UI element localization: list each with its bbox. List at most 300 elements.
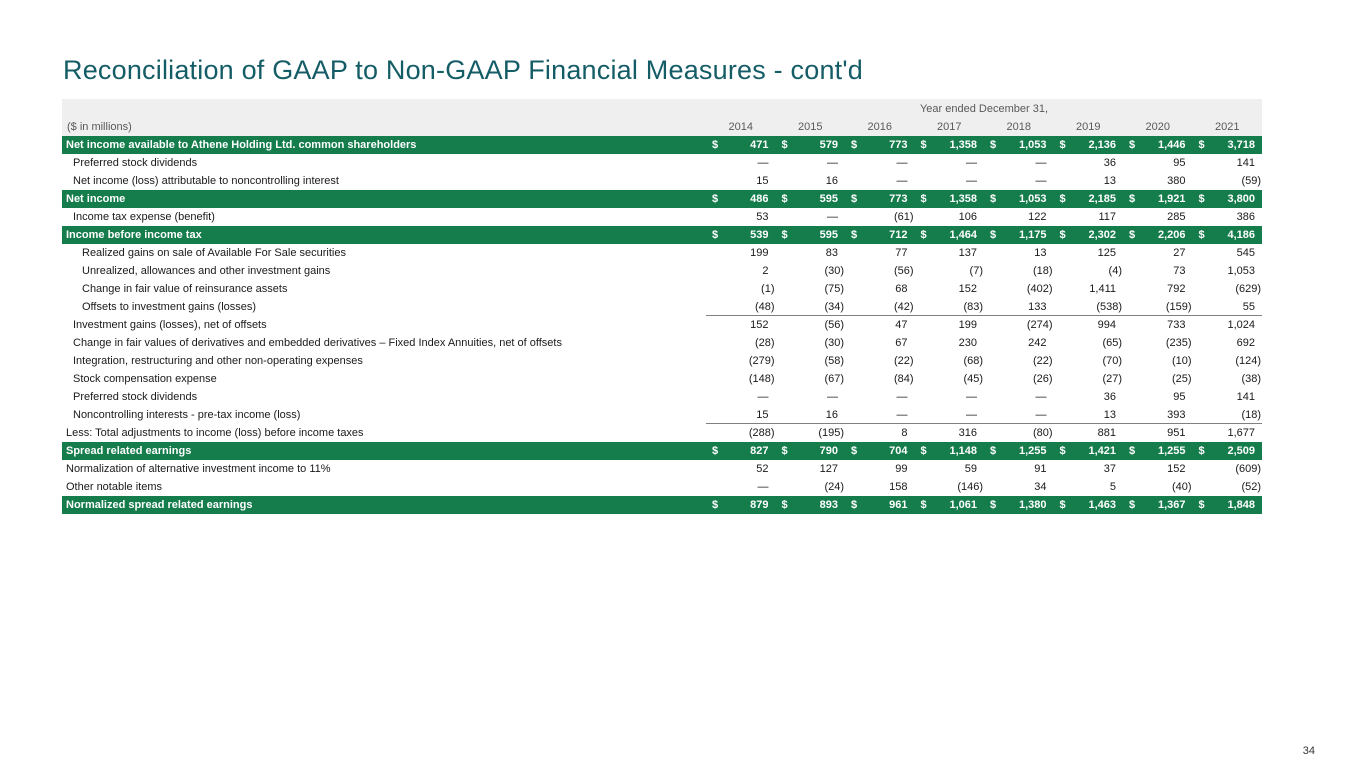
table-row <box>62 352 1262 370</box>
value-cell <box>1193 262 1263 280</box>
value-cell <box>984 190 1054 208</box>
dollar-sign: $ <box>990 193 997 205</box>
value-text: (67) <box>824 373 844 385</box>
year-header: 2018 <box>1006 120 1031 133</box>
value-cell <box>1123 208 1193 226</box>
dollar-sign: $ <box>781 445 788 457</box>
value-cell <box>845 334 915 352</box>
value-cell <box>706 172 776 190</box>
dollar-sign: $ <box>990 139 997 151</box>
table-row <box>62 262 1262 280</box>
value-cell <box>776 424 846 442</box>
value-text: (1) <box>761 283 775 295</box>
value-cell <box>984 136 1054 154</box>
value-text: 117 <box>1098 211 1116 223</box>
value-cell <box>706 478 776 496</box>
reconciliation-table <box>62 99 1262 514</box>
dollar-sign: $ <box>990 229 997 241</box>
value-cell <box>915 370 985 388</box>
value-text: 773 <box>889 139 908 151</box>
value-cell <box>1054 190 1124 208</box>
value-text: — <box>966 157 977 169</box>
value-text: 37 <box>1103 463 1116 475</box>
dollar-sign: $ <box>920 139 927 151</box>
value-text: — <box>1035 391 1047 403</box>
value-cell <box>776 172 846 190</box>
value-cell <box>1123 262 1193 280</box>
value-text: 152 <box>750 319 769 331</box>
value-text: (4) <box>1108 265 1122 277</box>
value-cell <box>984 424 1054 442</box>
row-label: Integration, restructuring and other non-operating expenses <box>73 355 363 367</box>
dollar-sign: $ <box>851 499 858 511</box>
value-cell <box>1123 370 1193 388</box>
value-cell <box>915 460 985 478</box>
value-cell <box>1123 154 1193 172</box>
value-text: (48) <box>754 300 775 313</box>
value-text: 2,206 <box>1157 229 1186 241</box>
row-label: Normalization of alternative investment income to 11% <box>66 463 331 475</box>
dollar-sign: $ <box>920 193 927 205</box>
value-cell <box>706 280 776 298</box>
page-number: 34 <box>1302 745 1315 757</box>
table-row <box>62 334 1262 352</box>
value-cell <box>1123 388 1193 406</box>
value-text: 55 <box>1242 300 1255 313</box>
value-cell <box>776 388 846 406</box>
value-text: 773 <box>889 193 908 205</box>
value-text: 1,358 <box>949 193 977 205</box>
value-cell <box>845 460 915 478</box>
value-cell <box>1193 172 1263 190</box>
years-header-row <box>62 117 1262 136</box>
value-text: 1,446 <box>1157 139 1186 151</box>
value-text: 1,053 <box>1018 193 1047 205</box>
value-text: 1,464 <box>949 229 977 241</box>
row-label: Net income (loss) attributable to noncontrolling interest <box>73 175 339 187</box>
value-text: (279) <box>748 355 775 367</box>
value-cell <box>1193 460 1263 478</box>
value-cell <box>845 280 915 298</box>
value-cell <box>1054 370 1124 388</box>
value-cell <box>776 154 846 172</box>
value-cell <box>845 298 915 315</box>
table-row <box>62 316 1262 334</box>
value-text: 486 <box>750 193 769 205</box>
value-text: (148) <box>748 373 775 385</box>
units-label: ($ in millions) <box>67 120 132 133</box>
value-text: (146) <box>957 481 983 493</box>
dollar-sign: $ <box>990 445 997 457</box>
value-cell <box>1123 406 1193 423</box>
value-cell <box>984 154 1054 172</box>
year-header: 2021 <box>1215 120 1240 133</box>
value-cell <box>915 424 985 442</box>
value-text: 95 <box>1173 157 1186 169</box>
value-text: (68) <box>963 355 983 367</box>
row-values <box>706 424 1262 442</box>
year-header: 2015 <box>798 120 823 133</box>
row-values <box>706 334 1262 352</box>
value-cell <box>845 226 915 244</box>
dollar-sign: $ <box>851 139 858 151</box>
value-cell <box>776 460 846 478</box>
value-cell <box>1123 298 1193 315</box>
year-header: 2016 <box>867 120 892 133</box>
value-cell <box>1193 478 1263 496</box>
dollar-sign: $ <box>712 193 719 205</box>
value-cell <box>845 406 915 423</box>
value-cell <box>915 190 985 208</box>
value-cell <box>845 478 915 496</box>
table-row <box>62 388 1262 406</box>
table-body <box>62 136 1262 514</box>
value-cell <box>984 478 1054 496</box>
table-row <box>62 154 1262 172</box>
value-text: 1,024 <box>1227 319 1255 331</box>
value-text: (28) <box>754 337 775 349</box>
value-text: 792 <box>1167 283 1186 295</box>
value-cell <box>706 136 776 154</box>
value-text: 133 <box>1028 300 1047 313</box>
value-text: 67 <box>895 337 908 349</box>
value-text: 1,255 <box>1018 445 1047 457</box>
value-text: 15 <box>756 175 769 187</box>
value-text: (7) <box>969 265 983 277</box>
years-row <box>706 121 1262 133</box>
value-cell <box>706 262 776 280</box>
value-text: — <box>896 408 908 421</box>
value-text: (24) <box>824 481 844 493</box>
value-cell <box>1054 496 1124 514</box>
value-cell <box>915 298 985 315</box>
value-text: 1,380 <box>1018 499 1047 511</box>
value-text: — <box>827 211 838 223</box>
value-cell <box>1123 334 1193 352</box>
value-cell <box>706 244 776 262</box>
value-text: 91 <box>1034 463 1047 475</box>
row-values <box>706 136 1262 154</box>
value-cell <box>776 316 846 334</box>
value-cell <box>1123 460 1193 478</box>
value-cell <box>845 496 915 514</box>
value-cell <box>1193 298 1263 315</box>
value-text: 539 <box>750 229 769 241</box>
value-text: (274) <box>1026 319 1053 331</box>
value-text: 15 <box>756 408 769 421</box>
value-text: 994 <box>1097 319 1116 331</box>
table-row <box>62 244 1262 262</box>
value-cell <box>984 298 1054 315</box>
value-cell <box>845 136 915 154</box>
table-row <box>62 280 1262 298</box>
value-cell <box>706 154 776 172</box>
value-text: 471 <box>750 139 769 151</box>
value-cell <box>776 136 846 154</box>
value-text: 137 <box>958 247 977 259</box>
value-text: (84) <box>893 373 914 385</box>
value-text: (288) <box>748 427 775 439</box>
value-cell <box>984 262 1054 280</box>
dollar-sign: $ <box>781 193 788 205</box>
value-cell <box>776 190 846 208</box>
value-text: (52) <box>1241 481 1261 493</box>
value-text: (59) <box>1241 175 1261 187</box>
value-cell <box>1193 370 1263 388</box>
row-values <box>706 460 1262 478</box>
value-text: 1,367 <box>1157 499 1186 511</box>
value-cell <box>1054 478 1124 496</box>
year-header: 2020 <box>1145 120 1170 133</box>
row-label: Income before income tax <box>66 229 202 241</box>
value-text: 73 <box>1173 265 1186 277</box>
row-label: Offsets to investment gains (losses) <box>82 301 257 313</box>
value-cell <box>1123 190 1193 208</box>
row-values <box>706 280 1262 298</box>
table-row <box>62 208 1262 226</box>
value-text: 52 <box>756 463 769 475</box>
value-text: (235) <box>1165 337 1192 349</box>
row-values <box>706 154 1262 172</box>
value-cell <box>984 370 1054 388</box>
row-values <box>706 262 1262 280</box>
value-text: — <box>896 391 908 403</box>
year-header: 2019 <box>1076 120 1101 133</box>
dollar-sign: $ <box>851 445 858 457</box>
value-text: (75) <box>824 283 844 295</box>
dollar-sign: $ <box>851 193 858 205</box>
value-cell <box>1054 424 1124 442</box>
value-text: — <box>757 391 769 403</box>
value-cell <box>1193 334 1263 352</box>
value-cell <box>1123 244 1193 262</box>
value-cell <box>1193 244 1263 262</box>
value-text: — <box>757 157 769 169</box>
value-cell <box>1123 496 1193 514</box>
value-text: (609) <box>1235 463 1261 475</box>
value-text: 127 <box>819 463 838 475</box>
value-cell <box>706 424 776 442</box>
row-label: Change in fair values of derivatives and embedded derivatives – Fixed Index Annuities, net of offsets <box>73 337 562 349</box>
value-cell <box>706 442 776 460</box>
value-cell <box>706 226 776 244</box>
value-cell <box>984 244 1054 262</box>
value-cell <box>915 154 985 172</box>
value-cell <box>1193 352 1263 370</box>
value-cell <box>706 334 776 352</box>
dollar-sign: $ <box>1198 193 1205 205</box>
value-text: 1,358 <box>949 139 977 151</box>
value-text: (56) <box>824 319 844 331</box>
value-cell <box>1193 226 1263 244</box>
dollar-sign: $ <box>1129 193 1136 205</box>
value-cell <box>845 370 915 388</box>
value-text: 2 <box>762 265 769 277</box>
value-text: — <box>966 175 977 187</box>
value-cell <box>845 154 915 172</box>
value-text: 158 <box>889 481 908 493</box>
row-values <box>706 388 1262 406</box>
value-text: 1,148 <box>949 445 977 457</box>
dollar-sign: $ <box>1198 499 1205 511</box>
value-cell <box>1054 460 1124 478</box>
dollar-sign: $ <box>712 139 719 151</box>
value-text: 827 <box>750 445 769 457</box>
value-text: 386 <box>1236 211 1255 223</box>
value-cell <box>915 280 985 298</box>
value-text: — <box>966 391 977 403</box>
value-cell <box>1054 226 1124 244</box>
value-text: (65) <box>1102 337 1122 349</box>
value-cell <box>776 334 846 352</box>
value-text: 1,463 <box>1088 499 1116 511</box>
value-cell <box>776 226 846 244</box>
value-text: 545 <box>1236 247 1255 259</box>
year-header: 2017 <box>937 120 962 133</box>
table-row <box>62 424 1262 442</box>
value-cell <box>845 190 915 208</box>
value-text: 2,509 <box>1227 445 1255 457</box>
table-row <box>62 460 1262 478</box>
value-cell <box>845 424 915 442</box>
row-label: Investment gains (losses), net of offsets <box>73 319 267 331</box>
value-text: — <box>896 175 908 187</box>
value-text: 13 <box>1034 247 1047 259</box>
dollar-sign: $ <box>1059 229 1066 241</box>
value-text: 881 <box>1097 427 1116 439</box>
value-cell <box>845 244 915 262</box>
value-cell <box>845 388 915 406</box>
dollar-sign: $ <box>990 499 997 511</box>
value-cell <box>1123 316 1193 334</box>
value-text: — <box>1035 408 1047 421</box>
row-label: Normalized spread related earnings <box>66 499 253 511</box>
value-cell <box>706 190 776 208</box>
value-text: 27 <box>1173 247 1186 259</box>
value-cell <box>1193 406 1263 423</box>
value-cell <box>915 442 985 460</box>
value-text: 1,053 <box>1227 265 1255 277</box>
row-label: Preferred stock dividends <box>73 157 198 169</box>
row-values <box>706 172 1262 190</box>
table-row <box>62 370 1262 388</box>
value-text: 893 <box>819 499 838 511</box>
value-cell <box>1054 442 1124 460</box>
dollar-sign: $ <box>712 229 719 241</box>
value-text: (58) <box>824 355 844 367</box>
value-text: 1,255 <box>1157 445 1186 457</box>
table-row <box>62 478 1262 496</box>
value-cell <box>984 352 1054 370</box>
value-text: (629) <box>1235 283 1261 295</box>
value-text: (34) <box>824 300 844 313</box>
value-cell <box>1054 352 1124 370</box>
value-cell <box>706 316 776 334</box>
value-cell <box>915 388 985 406</box>
value-text: 2,302 <box>1088 229 1116 241</box>
value-text: 242 <box>1028 337 1047 349</box>
value-text: 595 <box>819 229 838 241</box>
value-cell <box>776 298 846 315</box>
dollar-sign: $ <box>781 499 788 511</box>
value-text: 380 <box>1167 175 1186 187</box>
value-text: 790 <box>819 445 838 457</box>
row-label: Spread related earnings <box>66 445 192 457</box>
value-text: (18) <box>1032 265 1053 277</box>
value-cell <box>1193 280 1263 298</box>
row-label: Net income available to Athene Holding Ltd. common shareholders <box>66 139 417 151</box>
dollar-sign: $ <box>1059 445 1066 457</box>
value-cell <box>915 208 985 226</box>
value-cell <box>706 460 776 478</box>
value-cell <box>915 226 985 244</box>
value-cell <box>915 496 985 514</box>
value-cell <box>776 262 846 280</box>
value-cell <box>1193 136 1263 154</box>
value-cell <box>984 316 1054 334</box>
value-cell <box>1054 406 1124 423</box>
value-cell <box>1123 478 1193 496</box>
dollar-sign: $ <box>712 445 719 457</box>
value-text: 1,848 <box>1227 499 1255 511</box>
value-cell <box>706 298 776 315</box>
value-cell <box>1123 226 1193 244</box>
dollar-sign: $ <box>1059 193 1066 205</box>
value-cell <box>845 316 915 334</box>
dollar-sign: $ <box>712 499 719 511</box>
row-values <box>706 370 1262 388</box>
value-cell <box>845 352 915 370</box>
row-values <box>706 352 1262 370</box>
dollar-sign: $ <box>781 139 788 151</box>
value-text: 122 <box>1028 211 1047 223</box>
period-header-row <box>62 99 1262 117</box>
value-text: (10) <box>1171 355 1192 367</box>
value-text: 36 <box>1103 391 1116 403</box>
row-values <box>706 244 1262 262</box>
value-cell <box>1054 154 1124 172</box>
value-cell <box>984 442 1054 460</box>
value-cell <box>984 334 1054 352</box>
value-text: — <box>827 157 838 169</box>
value-cell <box>1193 154 1263 172</box>
value-text: — <box>1035 157 1047 169</box>
value-text: 3,718 <box>1227 139 1255 151</box>
table-row <box>62 298 1262 316</box>
value-text: 99 <box>895 463 908 475</box>
value-cell <box>1193 316 1263 334</box>
value-text: 34 <box>1034 481 1047 493</box>
value-text: (80) <box>1032 427 1053 439</box>
value-text: 595 <box>819 193 838 205</box>
row-values <box>706 496 1262 514</box>
dollar-sign: $ <box>1059 499 1066 511</box>
value-cell <box>1193 388 1263 406</box>
value-text: 2,136 <box>1088 139 1116 151</box>
value-cell <box>1193 190 1263 208</box>
value-text: 712 <box>889 229 908 241</box>
value-text: 3,800 <box>1227 193 1255 205</box>
value-cell <box>984 172 1054 190</box>
row-label: Other notable items <box>66 481 162 493</box>
value-cell <box>845 172 915 190</box>
value-text: (30) <box>824 337 844 349</box>
value-cell <box>915 136 985 154</box>
value-cell <box>1054 280 1124 298</box>
period-header: Year ended December 31, <box>919 103 1048 115</box>
value-text: 13 <box>1103 175 1116 187</box>
value-cell <box>915 172 985 190</box>
